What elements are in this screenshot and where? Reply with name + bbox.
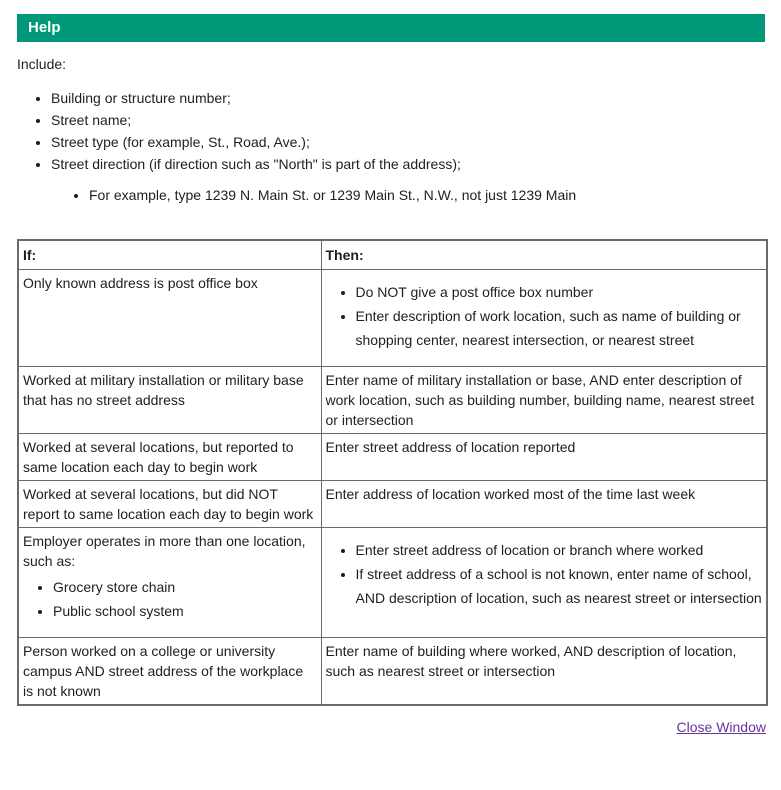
if-cell (18, 481, 321, 528)
if-cell (18, 528, 321, 638)
if-cell (18, 367, 321, 434)
if-column-header: If: (18, 240, 321, 270)
cell-text: Worked at several locations, but reported to same location each day to begin work (23, 439, 294, 475)
cell-bullet-item: • Grocery store chain (53, 575, 317, 599)
table-row (18, 528, 767, 638)
help-header-bar (17, 14, 765, 42)
include-item: • Street type (for example, St., Road, Ave.); (51, 131, 765, 153)
cell-bullet-list (23, 575, 317, 623)
cell-text: Worked at military installation or military base that has no street address (23, 372, 304, 408)
then-cell (321, 528, 767, 638)
cell-text: Employer operates in more than one location, such as: (23, 533, 306, 569)
table-row (18, 481, 767, 528)
cell-text: Enter address of location worked most of the time last week (325, 486, 696, 502)
cell-text: Only known address is post office box (23, 275, 258, 291)
page-title: Help (28, 19, 61, 36)
include-item: • Street direction (if direction such as "North" is part of the address); • For example, type 1239 N. Main St. or 1239 Main St., N.W., not just 1239 Main (51, 153, 765, 206)
then-cell (321, 481, 767, 528)
cell-text: Person worked on a college or university campus AND street address of the workplace is not known (23, 643, 304, 699)
then-cell (321, 367, 767, 434)
cell-bullet-item: • Enter description of work location, such as name of building or shopping center, nearest intersection, or nearest street (356, 304, 763, 352)
include-subitem: • For example, type 1239 N. Main St. or 1239 Main St., N.W., not just 1239 Main (89, 184, 765, 206)
cell-bullet-list (326, 538, 763, 610)
table-row (18, 367, 767, 434)
then-column-header: Then: (321, 240, 767, 270)
footer (17, 719, 766, 735)
cell-bullet-item: • Do NOT give a post office box number (356, 280, 763, 304)
if-cell (18, 638, 321, 706)
then-cell (321, 270, 767, 367)
if-cell (18, 270, 321, 367)
table-row (18, 638, 767, 706)
cell-bullet-item: • If street address of a school is not known, enter name of school, AND description of location, such as nearest street or intersection (356, 562, 763, 610)
cell-text: Enter street address of location reported (325, 439, 576, 455)
cell-text: Enter name of military installation or base, AND enter description of work location, such as building number, building name, nearest street or intersection (325, 372, 755, 428)
cell-text: Worked at several locations, but did NOT report to same location each day to begin work (23, 486, 314, 522)
if-then-table (17, 239, 768, 706)
cell-bullet-item: • Public school system (53, 599, 317, 623)
cell-bullet-item: • Enter street address of location or branch where worked (356, 538, 763, 562)
cell-text: Enter name of building where worked, AND description of location, such as nearest street or intersection (325, 643, 737, 679)
include-list (17, 87, 765, 206)
then-cell (321, 638, 767, 706)
include-item: • Street name; (51, 109, 765, 131)
table-row (18, 270, 767, 367)
table-row (18, 434, 767, 481)
include-item: • Building or structure number; (51, 87, 765, 109)
then-cell (321, 434, 767, 481)
if-cell (18, 434, 321, 481)
cell-bullet-list (326, 280, 763, 352)
intro-text: Include: (17, 56, 67, 72)
include-sublist (51, 184, 765, 206)
table-header-row (18, 240, 767, 270)
close-window-link[interactable]: Close Window (676, 719, 766, 735)
